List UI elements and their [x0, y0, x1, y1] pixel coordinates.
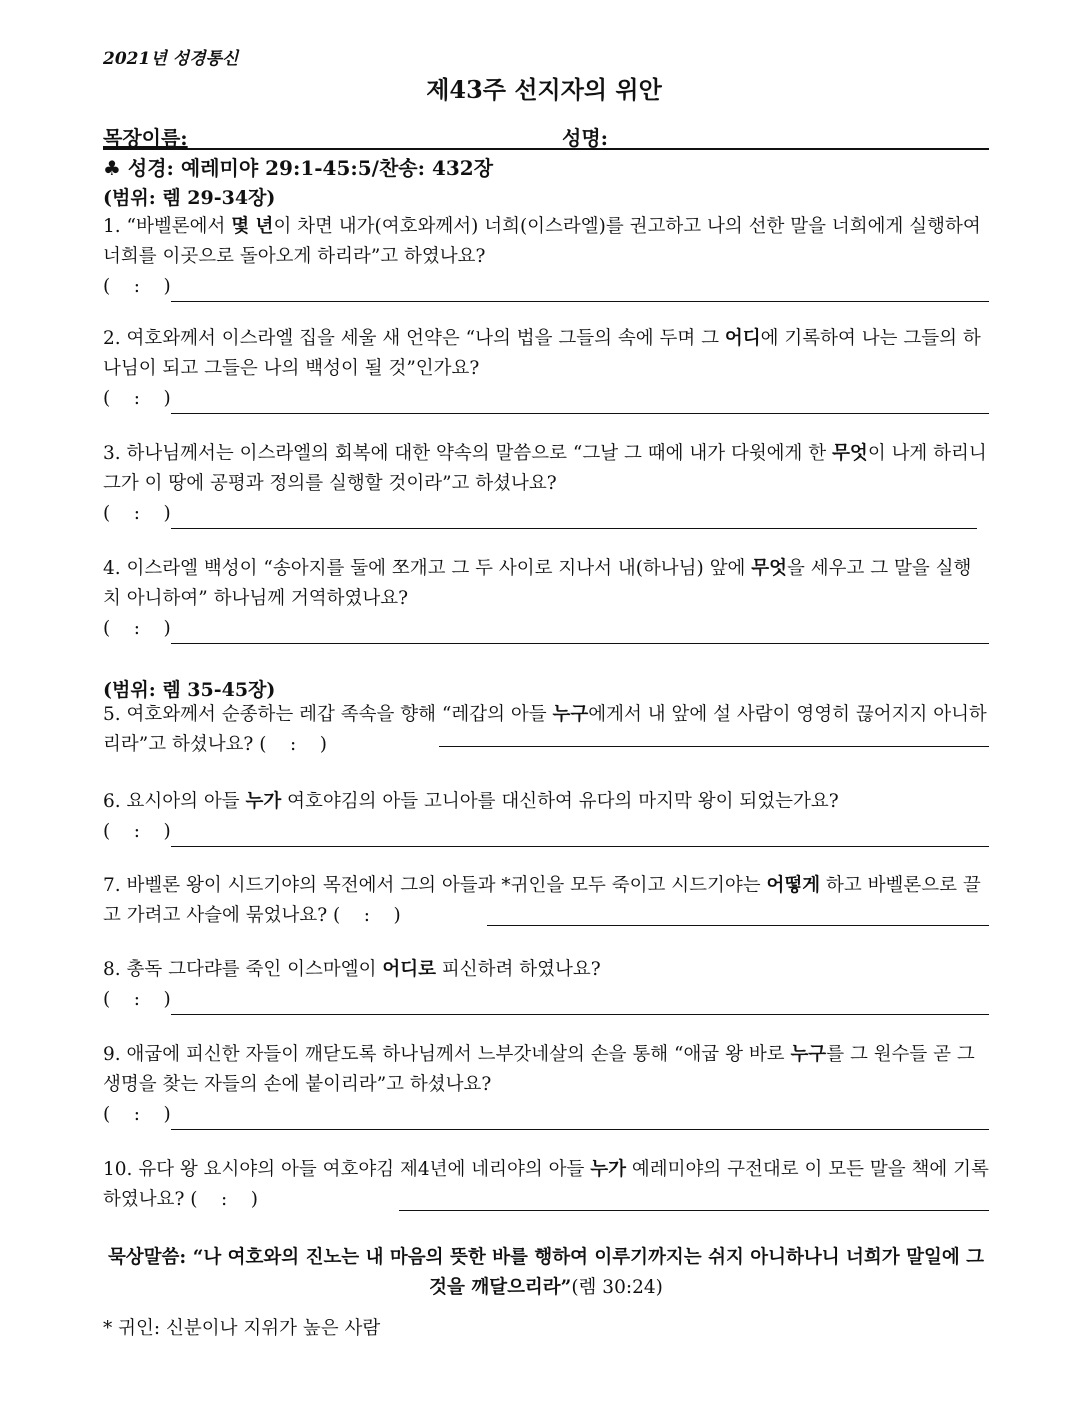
answer-line[interactable]: [171, 391, 989, 414]
question-8: 8. 총독 그다랴를 죽인 이스마엘이 어디로 피신하려 하였나요? ( : ): [103, 955, 989, 1015]
answer-line[interactable]: [171, 992, 989, 1015]
footnote: * 귀인: 신분이나 지위가 높은 사람: [103, 1318, 381, 1339]
answer-line[interactable]: [439, 724, 989, 747]
section-range: (범위: 렘 35-45장): [103, 679, 276, 701]
answer-ref-blank: ( : ): [190, 1189, 259, 1210]
question-6: 6. 요시아의 아들 누가 여호야김의 아들 고니아를 대신하여 유다의 마지막 왕이 되었는가요? ( : ): [103, 787, 989, 847]
info-row: [103, 120, 989, 150]
question-4: 4. 이스라엘 백성이 “송아지를 둘에 쪼개고 그 두 사이로 지나서 내(하나님) 앞에 무엇을 세우고 그 말을 실행치 아니하여” 하나님께 거역하였나요? ( : ): [103, 554, 989, 644]
year-label: 2021년 성경통신: [103, 49, 239, 69]
question-9: 9. 애굽에 피신한 자들이 깨닫도록 하나님께서 느부갓네살의 손을 통해 “애굽 왕 바로 누구를 그 원수들 곧 그 생명을 찾는 자들의 손에 붙이리라”고 하셨나요? ( : ): [103, 1040, 989, 1130]
group-name-label: 목장이름:: [103, 126, 188, 150]
question-2: 2. 여호와께서 이스라엘 집을 세울 새 언약은 “나의 법을 그들의 속에 두며 그 어디에 기록하여 나는 그들의 하나님이 되고 그들은 나의 백성이 될 것”인가요? ( : ): [103, 324, 989, 414]
answer-ref-blank: ( : ): [103, 821, 171, 842]
question-10: 10. 유다 왕 요시야의 아들 여호야김 제4년에 네리야의 아들 누가 예레미야의 구전대로 이 모든 말을 책에 기록하였나요? ( : ): [103, 1159, 989, 1210]
person-name-label: 성명:: [562, 126, 609, 150]
answer-line[interactable]: [171, 1107, 989, 1130]
section-range: (범위: 렘 29-34장): [103, 187, 276, 209]
question-7: 7. 바벨론 왕이 시드기야의 목전에서 그의 아들과 *귀인을 모두 죽이고 시드기야는 어떻게 하고 바벨론으로 끌고 가려고 사슬에 묶었나요? ( : ): [103, 871, 989, 931]
answer-ref-blank: ( : ): [333, 905, 401, 926]
answer-ref-blank: ( : ): [103, 618, 171, 639]
answer-ref-blank: ( : ): [103, 276, 171, 297]
answer-line[interactable]: [399, 1188, 989, 1211]
question-3: 3. 하나님께서는 이스라엘의 회복에 대한 약속의 말씀으로 “그날 그 때에 내가 다윗에게 한 무엇이 나게 하리니 그가 이 땅에 공평과 정의를 실행할 것이라”고 하셨나요? ( : ): [103, 439, 989, 529]
answer-line[interactable]: [171, 279, 989, 302]
answer-ref-blank: ( : ): [103, 1104, 171, 1125]
answer-ref-blank: ( : ): [259, 734, 327, 755]
question-1: 1. “바벨론에서 몇 년이 차면 내가(여호와께서) 너희(이스라엘)를 권고하고 나의 선한 말을 너희에게 실행하여 너희를 이곳으로 돌아오게 하리라”고 하였나요? ( : ): [103, 212, 989, 302]
answer-line[interactable]: [487, 903, 989, 926]
answer-line[interactable]: [171, 506, 977, 529]
question-5: 5. 여호와께서 순종하는 레갑 족속을 향해 “레갑의 아들 누구에게서 내 앞에 설 사람이 영영히 끊어지지 아니하리라”고 하셨나요? ( : ): [103, 700, 989, 760]
page-title: 제43주 선지자의 위안: [426, 75, 662, 104]
answer-ref-blank: ( : ): [103, 503, 171, 524]
scripture-line: ♣ 성경: 예레미야 29:1-45:5/찬송: 432장: [103, 156, 494, 180]
meditation-verse: 묵상말씀: “나 여호와의 진노는 내 마음의 뜻한 바를 행하여 이루기까지는 쉬지 아니하나니 너희가 말일에 그것을 깨달으리라”(렘 30:24): [107, 1247, 985, 1298]
answer-line[interactable]: [171, 824, 989, 847]
answer-line[interactable]: [171, 621, 989, 644]
answer-ref-blank: ( : ): [103, 388, 171, 409]
answer-ref-blank: ( : ): [103, 989, 171, 1010]
